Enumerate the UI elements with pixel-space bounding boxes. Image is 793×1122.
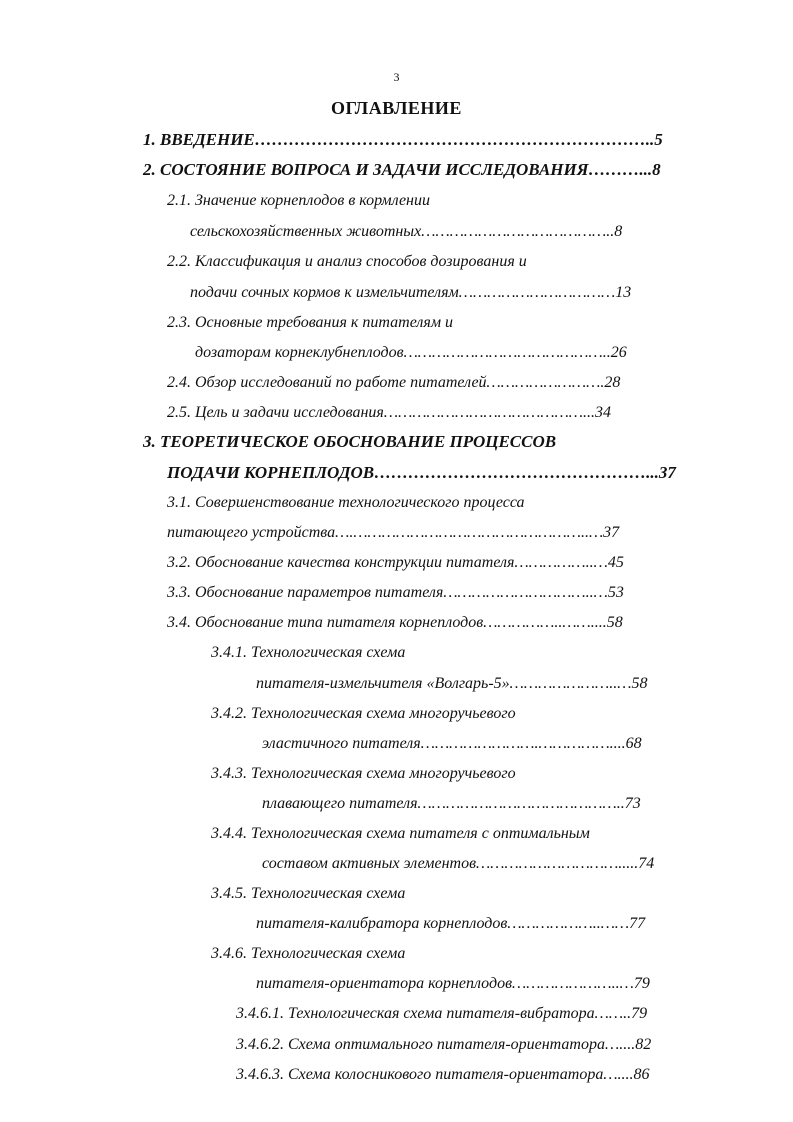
- toc-entry-3-4-4: 3.4.4. Технологическая схема питателя с оптимальным: [211, 825, 590, 842]
- toc-entry-3-4: 3.4. Обоснование типа питателя корнеплодов……………..……....58: [167, 614, 623, 631]
- toc-entry-3-4-1: 3.4.1. Технологическая схема: [211, 644, 406, 661]
- toc-entry-3-4-6: 3.4.6. Технологическая схема: [211, 945, 406, 962]
- toc-entry-1: 1. ВВЕДЕНИЕ……………………………………………………………..5: [143, 130, 663, 149]
- toc-entry-2-2: 2.2. Классификация и анализ способов дозирования и: [167, 253, 527, 270]
- toc-entry-2-4: 2.4. Обзор исследований по работе питателей…………………….28: [167, 374, 621, 391]
- toc-entry-2-5: 2.5. Цель и задачи исследования……………………………………...34: [167, 404, 612, 421]
- toc-entry-3-4-4-cont: составом активных элементов………………………….....74: [262, 855, 655, 872]
- toc-entry-2: 2. СОСТОЯНИЕ ВОПРОСА И ЗАДАЧИ ИССЛЕДОВАНИЯ………...8: [143, 160, 661, 179]
- toc-entry-2-3-cont: дозаторам корнеклубнеплодов……………………………………..26: [195, 344, 627, 361]
- toc-entry-3-4-5-cont: питателя-калибратора корнеплодов………………..……77: [256, 915, 646, 932]
- toc-entry-2-1: 2.1. Значение корнеплодов в кормлении: [167, 192, 430, 209]
- page-number: 3: [393, 70, 400, 84]
- toc-entry-3-4-2-cont: эластичного питателя…………………….……………....68: [262, 735, 642, 752]
- toc-entry-3-1: 3.1. Совершенствование технологического процесса: [167, 494, 525, 511]
- toc-entry-2-3: 2.3. Основные требования к питателям и: [167, 314, 454, 331]
- toc-entry-3-4-3: 3.4.3. Технологическая схема многоручьевого: [211, 765, 516, 782]
- toc-entry-3-4-5: 3.4.5. Технологическая схема: [211, 885, 406, 902]
- toc-entry-2-1-cont: сельскохозяйственных животных…………………………………..8: [190, 223, 623, 240]
- toc-entry-3-4-6-cont: питателя-ориентатора корнеплодов…………………..…79: [256, 975, 650, 992]
- page-title: ОГЛАВЛЕНИЕ: [331, 98, 462, 118]
- toc-entry-2-2-cont: подачи сочных кормов к измельчителям……………………………13: [190, 284, 632, 301]
- toc-entry-3-4-6-1: 3.4.6.1. Технологическая схема питателя-вибратора……..79: [236, 1005, 648, 1022]
- toc-entry-3-3: 3.3. Обоснование параметров питателя…………………………..…53: [167, 584, 624, 601]
- toc-entry-3: 3. ТЕОРЕТИЧЕСКОЕ ОБОСНОВАНИЕ ПРОЦЕССОВ: [143, 432, 557, 451]
- toc-entry-3-2: 3.2. Обоснование качества конструкции питателя……………..…45: [167, 554, 624, 571]
- toc-entry-3-4-6-3: 3.4.6.3. Схема колосникового питателя-ориентатора…....86: [236, 1066, 650, 1083]
- toc-entry-3-cont: ПОДАЧИ КОРНЕПЛОДОВ…………………………………………...37: [167, 463, 676, 482]
- toc-entry-3-4-6-2: 3.4.6.2. Схема оптимального питателя-ориентатора…....82: [236, 1036, 652, 1053]
- toc-entry-3-1-cont: питающего устройства….…………………………………………..…37: [167, 524, 620, 541]
- toc-entry-3-4-2: 3.4.2. Технологическая схема многоручьевого: [211, 705, 516, 722]
- toc-entry-3-4-1-cont: питателя-измельчителя «Волгарь-5»…………………..…58: [256, 675, 648, 692]
- toc-entry-3-4-3-cont: плавающего питателя……………………………………..73: [262, 795, 641, 812]
